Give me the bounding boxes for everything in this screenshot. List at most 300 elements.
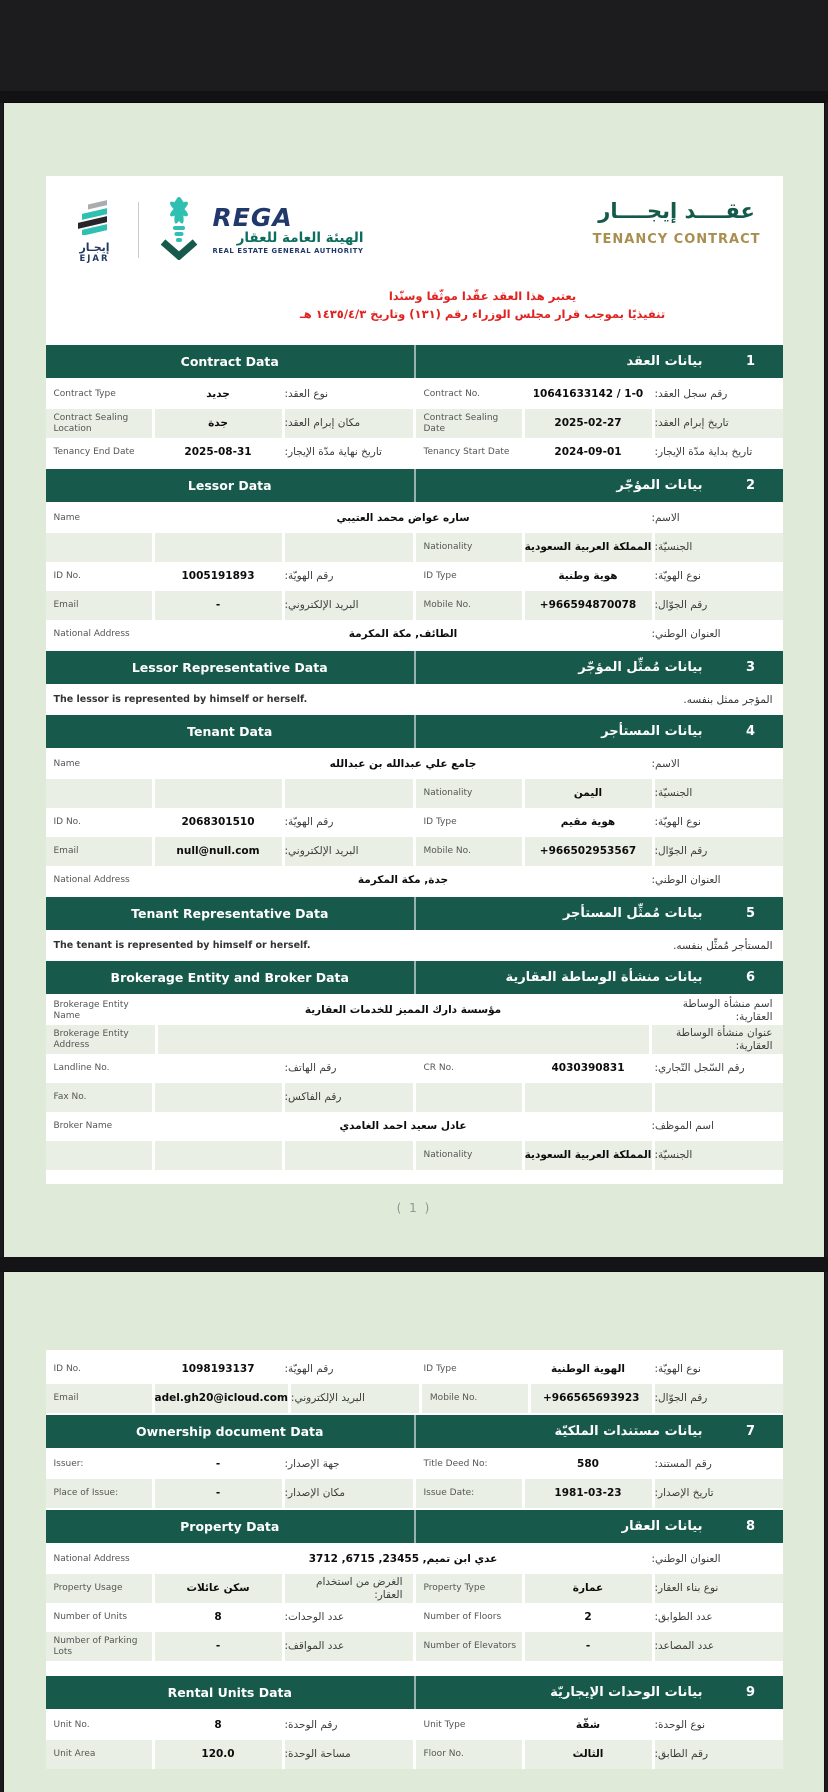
field-label-en: Nationality	[416, 1141, 522, 1170]
section-title-ar-text: بيانات مستندات الملكيّة	[554, 1424, 703, 1439]
section-title-en: Lessor Data	[187, 478, 272, 493]
ejar-label-en: EJAR	[79, 253, 110, 264]
section-header	[46, 343, 783, 380]
field-label-ar: رقم الوحدة:	[285, 1711, 413, 1740]
field-label-en: ID No.	[46, 808, 152, 837]
row-right-half	[416, 1141, 783, 1170]
field-label-ar: تاريخ نهاية مدّة الإيجار:	[285, 438, 413, 467]
field-value: 2024-09-01	[525, 438, 652, 467]
field-value: +966565693923	[531, 1384, 652, 1413]
field-value: 2025-02-27	[525, 409, 652, 438]
row-right-half	[416, 1054, 783, 1083]
document-title-ar: عقــــد إيجــــار	[598, 199, 755, 223]
field-label-ar: نوع العقد:	[285, 380, 413, 409]
field-value	[158, 1025, 649, 1054]
section-number: 8	[745, 1519, 756, 1534]
field-label-en: Unit Type	[416, 1711, 522, 1740]
document-header	[46, 176, 783, 284]
section-number: 4	[745, 724, 756, 739]
row-left-half	[46, 1450, 413, 1479]
field-value: -	[155, 1450, 282, 1479]
field-value: +966594870078	[525, 591, 652, 620]
field-label-en: Number of Elevators	[416, 1632, 522, 1661]
field-value: -	[525, 1632, 652, 1661]
section-number: 7	[745, 1424, 756, 1439]
section-title-ar	[414, 469, 783, 502]
table-row	[46, 1603, 783, 1632]
field-label-en: Contract Sealing Location	[46, 409, 152, 438]
section-title-ar	[414, 345, 783, 378]
field-value: 8	[155, 1603, 282, 1632]
note-text-ar: المؤجر ممثل بنفسه.	[683, 693, 773, 706]
table-row	[46, 380, 783, 409]
field-label-ar: البريد الإلكتروني:	[285, 591, 413, 620]
section-title-en: Contract Data	[180, 354, 279, 369]
row-left-half	[46, 1141, 413, 1170]
field-label-en: Property Type	[416, 1574, 522, 1603]
contract-card-1	[46, 176, 783, 1184]
row-left-half	[46, 1054, 413, 1083]
field-label-ar: رقم الهويّة:	[285, 1355, 413, 1384]
field-label-en: ID Type	[416, 1355, 522, 1384]
note-text-en: The tenant is represented by himself or herself.	[53, 940, 311, 951]
field-label-en: Mobile No.	[422, 1384, 528, 1413]
row-right-half	[416, 808, 783, 837]
table-row	[46, 837, 783, 866]
section-title-ar-text: بيانات العقد	[626, 354, 703, 369]
table-row	[46, 1384, 783, 1413]
section-title-ar-text: بيانات منشأة الوساطة العقارية	[505, 970, 703, 985]
field-value: جدة, مكة المكرمة	[158, 866, 649, 895]
field-label-ar: الاسم:	[652, 750, 783, 779]
section-title-ar-text: بيانات مُمثِّل المؤجّر	[578, 660, 703, 675]
field-label-ar: جهة الإصدار:	[285, 1450, 413, 1479]
rega-logo	[153, 196, 364, 264]
table-row	[46, 866, 783, 895]
rega-wordmark: REGA	[212, 202, 293, 232]
section-number: 5	[745, 906, 756, 921]
row-left-half	[46, 380, 413, 409]
field-label-en: Issue Date:	[416, 1479, 522, 1508]
field-label-ar: الجنسيّة:	[655, 1141, 783, 1170]
field-label-en: Mobile No.	[416, 591, 522, 620]
field-label-en: Unit Area	[46, 1740, 152, 1769]
field-label-ar: نوع بناء العقار:	[655, 1574, 783, 1603]
field-value: شقّة	[525, 1711, 652, 1740]
logo-group	[66, 196, 364, 264]
section-title-ar	[414, 961, 783, 994]
row-right-half	[416, 1450, 783, 1479]
field-label-en: Brokerage Entity Name	[46, 996, 155, 1025]
table-row	[46, 1479, 783, 1508]
row-left-half	[46, 1574, 413, 1603]
row-left-half	[46, 562, 413, 591]
field-label-ar: نوع الهويّة:	[655, 808, 783, 837]
field-label-ar: رقم الجوّال:	[655, 591, 783, 620]
field-label-ar: العنوان الوطني:	[652, 866, 783, 895]
row-left-half	[46, 1384, 419, 1413]
table-row	[46, 1141, 783, 1170]
section-note	[46, 686, 783, 713]
field-label-en: Broker Name	[46, 1112, 155, 1141]
field-value	[155, 533, 282, 562]
ejar-stripes-icon	[73, 197, 117, 239]
field-label-ar: رقم السّجل التّجاري:	[655, 1054, 783, 1083]
row-left-half	[46, 837, 413, 866]
field-label-en: Property Usage	[46, 1574, 152, 1603]
row-right-half	[416, 1740, 783, 1769]
legal-notice	[46, 288, 783, 323]
row-left-half	[46, 808, 413, 837]
field-label-ar	[285, 1141, 413, 1170]
field-label-ar: رقم الهويّة:	[285, 562, 413, 591]
field-value: جامع علي عبدالله بن عبدالله	[158, 750, 649, 779]
table-row	[46, 1632, 783, 1661]
field-label-ar: مكان الإصدار:	[285, 1479, 413, 1508]
field-value: المملكة العربية السعودية	[525, 533, 652, 562]
field-label-en: National Address	[46, 1545, 155, 1574]
contract-page-1[interactable]	[4, 103, 824, 1257]
field-label-ar: عدد الوحدات:	[285, 1603, 413, 1632]
section-header	[46, 467, 783, 504]
row-left-half	[46, 1083, 413, 1112]
field-label-en: Nationality	[416, 779, 522, 808]
row-right-half	[416, 409, 783, 438]
section-title-en: Property Data	[180, 1519, 280, 1534]
row-right-half	[416, 1603, 783, 1632]
section-title-ar	[414, 1676, 783, 1709]
row-right-half	[416, 438, 783, 467]
field-value: 2	[525, 1603, 652, 1632]
table-row	[46, 1450, 783, 1479]
row-right-half	[416, 591, 783, 620]
table-row	[46, 996, 783, 1025]
field-label-en: Name	[46, 750, 155, 779]
field-label-en: ID No.	[46, 1355, 152, 1384]
field-value	[525, 1083, 652, 1112]
row-right-half	[416, 1632, 783, 1661]
row-right-half	[416, 837, 783, 866]
section-header	[46, 649, 783, 686]
field-label-en: Name	[46, 504, 155, 533]
field-label-en: Place of Issue:	[46, 1479, 152, 1508]
row-right-half	[416, 779, 783, 808]
ejar-logo	[66, 197, 124, 264]
field-label-ar: اسم الموظف:	[652, 1112, 783, 1141]
field-label-en: CR No.	[416, 1054, 522, 1083]
rega-name-en: REAL ESTATE GENERAL AUTHORITY	[212, 246, 364, 255]
section-title-ar-text: بيانات المؤجّر	[616, 478, 703, 493]
table-row	[46, 1711, 783, 1740]
field-label-ar: رقم الفاكس:	[285, 1083, 413, 1112]
row-right-half	[416, 1083, 783, 1112]
field-label-en: Email	[46, 837, 152, 866]
field-value: جدة	[155, 409, 282, 438]
field-label-en: Tenancy End Date	[46, 438, 152, 467]
field-value: عادل سعيد احمد الغامدي	[158, 1112, 649, 1141]
table-row	[46, 562, 783, 591]
field-label-en: Mobile No.	[416, 837, 522, 866]
row-right-half	[416, 1574, 783, 1603]
field-label-ar: عدد المصاعد:	[655, 1632, 783, 1661]
field-value: اليمن	[525, 779, 652, 808]
row-left-half	[46, 591, 413, 620]
section-title-ar	[414, 897, 783, 930]
section-header	[46, 713, 783, 750]
section-header	[46, 1413, 783, 1450]
field-value: عمارة	[525, 1574, 652, 1603]
field-label-ar: نوع الوحدة:	[655, 1711, 783, 1740]
field-label-ar: العنوان الوطني:	[652, 620, 783, 649]
field-label-en: Number of Floors	[416, 1603, 522, 1632]
field-label-ar	[285, 779, 413, 808]
field-value: هوية وطنية	[525, 562, 652, 591]
field-label-en	[46, 1141, 152, 1170]
viewer-top-chrome	[0, 0, 828, 91]
row-right-half	[416, 380, 783, 409]
field-label-ar: الغرض من استخدام العقار:	[285, 1574, 413, 1603]
rega-palm-icon	[153, 196, 205, 264]
field-label-en: Landline No.	[46, 1054, 152, 1083]
section-title-ar-text: بيانات العقار	[621, 1519, 703, 1534]
table-row	[46, 1740, 783, 1769]
field-label-ar	[285, 533, 413, 562]
field-value: عدي ابن تميم, 23455, 6715, 3712	[158, 1545, 649, 1574]
section-number: 2	[745, 478, 756, 493]
section-title-ar	[414, 651, 783, 684]
table-row	[46, 438, 783, 467]
field-label-en: Title Deed No:	[416, 1450, 522, 1479]
field-label-en: Number of Units	[46, 1603, 152, 1632]
field-value: 2025-08-31	[155, 438, 282, 467]
field-label-ar: الجنسيّة:	[655, 533, 783, 562]
field-label-ar: البريد الإلكتروني:	[285, 837, 413, 866]
row-left-half	[46, 438, 413, 467]
section-title-en: Lessor Representative Data	[131, 660, 328, 675]
field-label-en: Email	[46, 1384, 152, 1413]
field-label-en: Tenancy Start Date	[416, 438, 522, 467]
field-value: -	[155, 1479, 282, 1508]
page-number: ( 1 )	[396, 1201, 432, 1215]
field-label-en: Issuer:	[46, 1450, 152, 1479]
row-right-half	[416, 562, 783, 591]
field-value: الثالث	[525, 1740, 652, 1769]
field-label-ar: نوع الهويّة:	[655, 1355, 783, 1384]
section-title-ar	[414, 1415, 783, 1448]
field-label-ar: رقم الهويّة:	[285, 808, 413, 837]
table-row	[46, 808, 783, 837]
row-left-half	[46, 533, 413, 562]
document-title	[593, 198, 761, 247]
logo-divider	[138, 202, 139, 258]
field-value: المملكة العربية السعودية	[525, 1141, 652, 1170]
field-value: -	[155, 1632, 282, 1661]
table-row	[46, 1574, 783, 1603]
field-label-en: Number of Parking Lots	[46, 1632, 152, 1661]
field-label-en: Unit No.	[46, 1711, 152, 1740]
field-label-en: ID Type	[416, 808, 522, 837]
table-row	[46, 591, 783, 620]
row-right-half	[416, 1711, 783, 1740]
table-row	[46, 750, 783, 779]
table-row	[46, 533, 783, 562]
field-value: الهوية الوطنية	[525, 1355, 652, 1384]
field-label-ar: تاريخ إبرام العقد:	[655, 409, 783, 438]
field-label-ar: عنوان منشأة الوساطة العقارية:	[652, 1025, 783, 1054]
field-label-ar: رقم الطابق:	[655, 1740, 783, 1769]
field-label-ar: الاسم:	[652, 504, 783, 533]
field-value: null@null.com	[155, 837, 282, 866]
field-label-en	[46, 779, 152, 808]
field-label-ar: مساحة الوحدة:	[285, 1740, 413, 1769]
field-label-en: Email	[46, 591, 152, 620]
section-title-en: Tenant Representative Data	[131, 906, 329, 921]
field-label-ar: العنوان الوطني:	[652, 1545, 783, 1574]
field-label-ar: رقم الهاتف:	[285, 1054, 413, 1083]
page-gap	[0, 1257, 828, 1272]
field-label-en: Nationality	[416, 533, 522, 562]
row-left-half	[46, 1740, 413, 1769]
contract-page-2[interactable]	[4, 1272, 824, 1792]
legal-notice-line2: تنفيذيًا بموجب قرار مجلس الوزراء رقم (١٣١) وتاريخ ١٤٣٥/٤/٣ هـ	[299, 306, 666, 321]
field-label-ar	[655, 1083, 783, 1112]
field-label-ar: رقم الجوّال:	[655, 1384, 783, 1413]
field-label-en: ID No.	[46, 562, 152, 591]
section-number: 1	[745, 354, 756, 369]
row-left-half	[46, 1632, 413, 1661]
field-value: سكن عائلات	[155, 1574, 282, 1603]
contract-sections-page1	[46, 343, 783, 1170]
field-value: 1098193137	[155, 1355, 282, 1384]
section-number: 6	[745, 970, 756, 985]
field-label-ar: مكان إبرام العقد:	[285, 409, 413, 438]
field-label-en: Fax No.	[46, 1083, 152, 1112]
field-label-ar: رقم المستند:	[655, 1450, 783, 1479]
table-row	[46, 620, 783, 649]
field-value: هوية مقيم	[525, 808, 652, 837]
field-value: 120.0	[155, 1740, 282, 1769]
row-left-half	[46, 779, 413, 808]
document-title-en: TENANCY CONTRACT	[592, 232, 761, 247]
section-header	[46, 1508, 783, 1545]
field-value	[155, 779, 282, 808]
field-label-en: Contract No.	[416, 380, 522, 409]
table-row	[46, 504, 783, 533]
ejar-label-ar: إيجـار	[79, 240, 110, 254]
section-title-en: Brokerage Entity and Broker Data	[110, 970, 349, 985]
field-label-ar: تاريخ بداية مدّة الإيجار:	[655, 438, 783, 467]
field-value: ساره عواض محمد العتيبي	[158, 504, 649, 533]
field-value: 580	[525, 1450, 652, 1479]
field-label-en: Brokerage Entity Address	[46, 1025, 155, 1054]
row-left-half	[46, 409, 413, 438]
field-value: 1005191893	[155, 562, 282, 591]
field-label-ar: عدد المواقف:	[285, 1632, 413, 1661]
note-text-en: The lessor is represented by himself or herself.	[53, 694, 308, 705]
row-left-half	[46, 1603, 413, 1632]
field-label-ar: اسم منشأة الوساطة العقارية:	[652, 996, 783, 1025]
section-title-ar	[414, 1510, 783, 1543]
field-value: 8	[155, 1711, 282, 1740]
section-title-en: Tenant Data	[187, 724, 273, 739]
field-value: -	[155, 591, 282, 620]
field-value: 10641633142 / 1-0	[525, 380, 652, 409]
section-note	[46, 932, 783, 959]
table-row	[46, 1355, 783, 1384]
section-title-ar-text: بيانات المستأجر	[601, 724, 703, 739]
section-title-en: Rental Units Data	[167, 1685, 292, 1700]
field-label-en: National Address	[46, 620, 155, 649]
field-value	[155, 1141, 282, 1170]
row-right-half	[422, 1384, 783, 1413]
field-value: 1981-03-23	[525, 1479, 652, 1508]
row-right-half	[416, 1479, 783, 1508]
contract-sections-page2	[46, 1355, 783, 1769]
field-label-en	[416, 1083, 522, 1112]
rega-name-ar: الهيئة العامة للعقار	[236, 229, 364, 246]
row-left-half	[46, 1479, 413, 1508]
viewer-top-divider	[0, 91, 828, 103]
field-label-ar: تاريخ الإصدار:	[655, 1479, 783, 1508]
field-value: adel.gh20@icloud.com	[155, 1384, 288, 1413]
field-value: جديد	[155, 380, 282, 409]
contract-card-2	[46, 1350, 783, 1769]
note-text-ar: المستأجر مُمثِّل بنفسه.	[673, 939, 773, 952]
table-row	[46, 1083, 783, 1112]
row-right-half	[416, 1355, 783, 1384]
table-row	[46, 1025, 783, 1054]
field-label-en	[46, 533, 152, 562]
section-number: 3	[745, 660, 756, 675]
section-title-ar	[414, 715, 783, 748]
field-label-ar: رقم سجل العقد:	[655, 380, 783, 409]
section-title-ar-text: بيانات الوحدات الإيجاريّة	[550, 1685, 703, 1700]
field-label-en: Floor No.	[416, 1740, 522, 1769]
field-label-ar: الجنسيّة:	[655, 779, 783, 808]
table-row	[46, 409, 783, 438]
field-label-en: National Address	[46, 866, 155, 895]
section-header	[46, 895, 783, 932]
section-spacer	[46, 1661, 783, 1674]
field-value: 4030390831	[525, 1054, 652, 1083]
table-row	[46, 1112, 783, 1141]
field-label-ar: نوع الهويّة:	[655, 562, 783, 591]
field-value: مؤسسة دارك المميز للخدمات العقارية	[158, 996, 649, 1025]
legal-notice-line1: يعتبر هذا العقد عقّدا موثّقا وسنّدا	[388, 289, 577, 303]
row-left-half	[46, 1355, 413, 1384]
table-row	[46, 1054, 783, 1083]
field-value: +966502953567	[525, 837, 652, 866]
row-right-half	[416, 533, 783, 562]
field-label-ar: البريد الإلكتروني:	[291, 1384, 419, 1413]
field-value: الطائف, مكة المكرمة	[158, 620, 649, 649]
table-row	[46, 1545, 783, 1574]
section-title-ar-text: بيانات مُمثِّل المستأجر	[562, 906, 703, 921]
field-label-en: Contract Type	[46, 380, 152, 409]
section-header	[46, 959, 783, 996]
field-value	[155, 1054, 282, 1083]
field-label-ar: عدد الطوابق:	[655, 1603, 783, 1632]
field-label-ar: رقم الجوّال:	[655, 837, 783, 866]
section-title-en: Ownership document Data	[136, 1424, 324, 1439]
field-value	[155, 1083, 282, 1112]
section-number: 9	[745, 1685, 756, 1700]
section-header	[46, 1674, 783, 1711]
field-label-en: Contract Sealing Date	[416, 409, 522, 438]
field-value: 2068301510	[155, 808, 282, 837]
row-left-half	[46, 1711, 413, 1740]
table-row	[46, 779, 783, 808]
